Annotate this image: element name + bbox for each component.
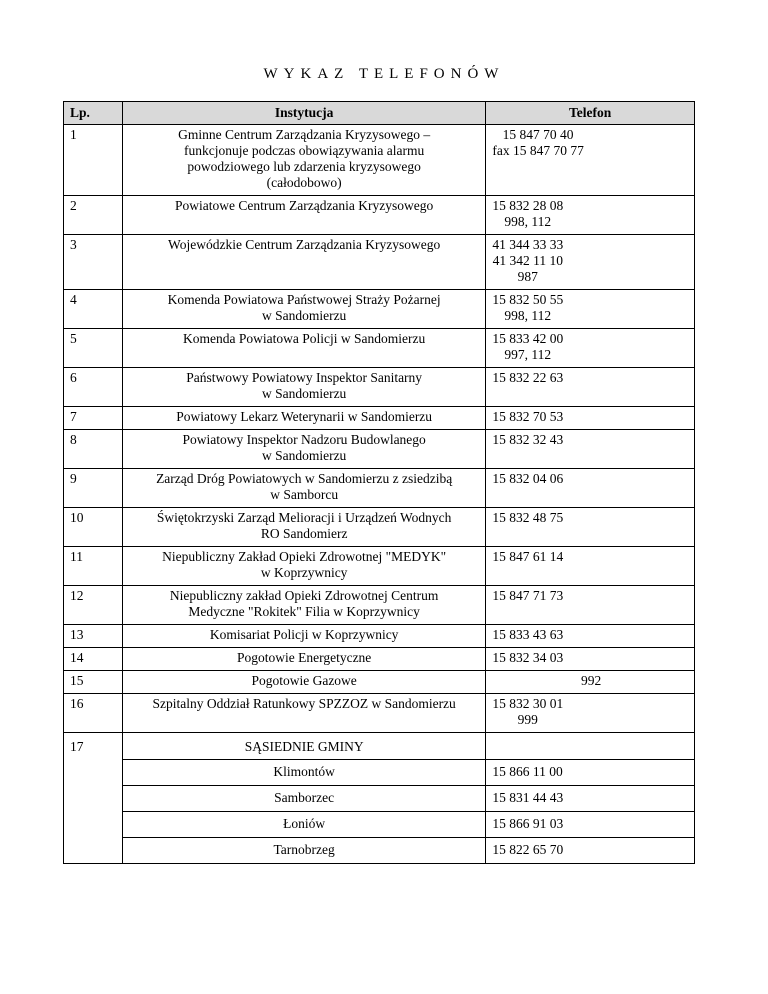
phone-number: 15 833 43 63 [492, 627, 564, 642]
institution-line: RO Sandomierz [260, 526, 348, 541]
institution-cell [122, 469, 485, 508]
institution-cell [122, 290, 485, 329]
row-number: 15 [64, 671, 123, 694]
phone-cell [486, 290, 695, 329]
institution-line: Komenda Powiatowa Policji w Sandomierzu [183, 331, 426, 346]
phone-cell [486, 430, 695, 469]
neighbor-phone: 15 866 91 03 [486, 812, 695, 838]
row-number: 12 [64, 586, 123, 625]
neighbor-phone: 15 831 44 43 [486, 786, 695, 812]
header-lp: Lp. [64, 102, 123, 125]
phone-number: 15 832 22 63 [492, 370, 564, 385]
row-number: 1 [64, 125, 123, 196]
institution-line: Powiatowy Lekarz Weterynarii w Sandomierzu [176, 409, 433, 424]
neighbor-name: Klimontów [122, 760, 485, 786]
institution-line: Zarząd Dróg Powiatowych w Sandomierzu z zsiedzibą [156, 471, 453, 486]
phone-cell [486, 508, 695, 547]
neighbor-name: Tarnobrzeg [122, 838, 485, 864]
institution-cell [122, 508, 485, 547]
phone-number: 15 847 70 40 [502, 127, 574, 142]
institution-line: Komisariat Policji w Koprzywnicy [209, 627, 399, 642]
institution-line: w Koprzywnicy [260, 565, 348, 580]
phone-cell [486, 625, 695, 648]
phone-number: 41 344 33 33 [492, 237, 564, 252]
phone-block [492, 127, 584, 159]
institution-cell [122, 196, 485, 235]
row-number: 17 [64, 733, 123, 864]
institution-cell [122, 407, 485, 430]
row-number: 9 [64, 469, 123, 508]
table-row [64, 508, 695, 547]
row-number: 16 [64, 694, 123, 733]
phone-cell [486, 694, 695, 733]
phone-cell [486, 586, 695, 625]
phone-number: fax 15 847 70 77 [492, 143, 584, 158]
table-row [64, 469, 695, 508]
neighbor-phone: 15 822 65 70 [486, 838, 695, 864]
phone-number: 15 847 61 14 [492, 549, 564, 564]
phone-block [492, 292, 563, 324]
table-row [64, 196, 695, 235]
neighbor-name: Samborzec [122, 786, 485, 812]
table-row [64, 290, 695, 329]
institution-cell [122, 648, 485, 671]
neighbors-heading: SĄSIEDNIE GMINY [122, 733, 485, 760]
row-number: 2 [64, 196, 123, 235]
phone-cell [486, 329, 695, 368]
header-phone: Telefon [486, 102, 695, 125]
phone-cell [486, 469, 695, 508]
institution-line: Powiatowe Centrum Zarządzania Kryzysowego [174, 198, 434, 213]
institution-line: Szpitalny Oddział Ratunkowy SPZZOZ w Sandomierzu [152, 696, 456, 711]
institution-line: Pogotowie Energetyczne [236, 650, 372, 665]
institution-cell [122, 368, 485, 407]
row-number: 6 [64, 368, 123, 407]
phone-block [492, 627, 563, 643]
institution-line: Powiatowy Inspektor Nadzoru Budowlanego [182, 432, 426, 447]
table-row [64, 671, 695, 694]
table-row [64, 625, 695, 648]
row-number: 14 [64, 648, 123, 671]
institution-line: Medyczne "Rokitek" Filia w Koprzywnicy [188, 604, 420, 619]
phone-block [492, 237, 563, 285]
phone-block [492, 510, 563, 526]
phone-number: 41 342 11 10 [492, 253, 563, 268]
table-row [64, 329, 695, 368]
phone-block [492, 549, 563, 565]
phone-directory-table [63, 101, 695, 864]
institution-line: Wojewódzkie Centrum Zarządzania Kryzysowego [168, 237, 441, 252]
phone-cell [486, 733, 695, 760]
phone-cell [486, 125, 695, 196]
row-number: 11 [64, 547, 123, 586]
phone-number: 15 832 34 03 [492, 650, 564, 665]
table-row [64, 694, 695, 733]
phone-number: 15 832 04 06 [492, 471, 564, 486]
phone-block [492, 588, 563, 604]
row-number: 8 [64, 430, 123, 469]
phone-block [492, 331, 563, 363]
phone-block [492, 409, 563, 425]
row-number: 3 [64, 235, 123, 290]
phone-number: 15 832 32 43 [492, 432, 564, 447]
neighbor-row [64, 812, 695, 838]
institution-cell [122, 329, 485, 368]
table-row [64, 368, 695, 407]
phone-number: 987 [517, 269, 538, 284]
row-number: 7 [64, 407, 123, 430]
institution-line: Komenda Powiatowa Państwowej Straży Pożarnej [167, 292, 441, 307]
table-row [64, 586, 695, 625]
institution-line: w Samborcu [270, 487, 339, 502]
phone-cell [486, 547, 695, 586]
neighbor-row [64, 760, 695, 786]
phone-block [492, 696, 563, 728]
institution-cell [122, 586, 485, 625]
phone-cell [486, 368, 695, 407]
phone-cell [486, 407, 695, 430]
table-row [64, 430, 695, 469]
neighbor-phone: 15 866 11 00 [486, 760, 695, 786]
phone-number: 15 833 42 00 [492, 331, 564, 346]
phone-block [581, 673, 601, 689]
institution-cell [122, 430, 485, 469]
institution-line: powodziowego lub zdarzenia kryzysowego [187, 159, 421, 174]
institution-line: Niepubliczny Zakład Opieki Zdrowotnej "MEDYK" [162, 549, 447, 564]
institution-line: Świętokrzyski Zarząd Melioracji i Urządzeń Wodnych [156, 510, 452, 525]
institution-cell [122, 547, 485, 586]
phone-number: 15 832 48 75 [492, 510, 564, 525]
header-institution: Instytucja [122, 102, 485, 125]
table-row [64, 125, 695, 196]
institution-cell [122, 125, 485, 196]
neighbor-row [64, 786, 695, 812]
phone-number: 15 832 30 01 [492, 696, 564, 711]
institution-line: w Sandomierzu [261, 308, 347, 323]
row-number: 4 [64, 290, 123, 329]
neighbor-row [64, 838, 695, 864]
phone-cell [486, 648, 695, 671]
institution-cell [122, 235, 485, 290]
institution-line: Pogotowie Gazowe [251, 673, 357, 688]
page-title: WYKAZ TELEFONÓW [263, 66, 505, 82]
phone-block [492, 650, 563, 666]
table-body [64, 125, 695, 864]
institution-line: funkcjonuje podczas obowiązywania alarmu [183, 143, 425, 158]
institution-line: w Sandomierzu [261, 448, 347, 463]
table-row [64, 648, 695, 671]
institution-line: Państwowy Powiatowy Inspektor Sanitarny [186, 370, 423, 385]
row-number: 13 [64, 625, 123, 648]
phone-number: 998, 112 [504, 308, 552, 323]
institution-line: Niepubliczny zakład Opieki Zdrowotnej Centrum [169, 588, 439, 603]
phone-block [492, 370, 563, 386]
phone-number: 15 832 28 08 [492, 198, 564, 213]
phone-cell [486, 671, 695, 694]
neighbors-heading-row [64, 733, 695, 760]
phone-cell [486, 235, 695, 290]
row-number: 10 [64, 508, 123, 547]
phone-number: 15 832 50 55 [492, 292, 564, 307]
institution-line: Gminne Centrum Zarządzania Kryzysowego – [178, 127, 431, 142]
table-row [64, 547, 695, 586]
phone-cell [486, 196, 695, 235]
institution-cell [122, 625, 485, 648]
phone-number: 999 [517, 712, 538, 727]
phone-block [492, 432, 563, 448]
phone-block [492, 198, 563, 230]
phone-number: 15 847 71 73 [492, 588, 564, 603]
institution-cell [122, 694, 485, 733]
phone-number: 998, 112 [504, 214, 552, 229]
phone-block [492, 471, 563, 487]
neighbor-name: Łoniów [122, 812, 485, 838]
institution-line: (całodobowo) [266, 175, 342, 190]
institution-line: w Sandomierzu [261, 386, 347, 401]
institution-cell [122, 671, 485, 694]
phone-number: 992 [581, 673, 602, 688]
table-header-row [64, 102, 695, 125]
phone-number: 15 832 70 53 [492, 409, 564, 424]
row-number: 5 [64, 329, 123, 368]
table-row [64, 407, 695, 430]
phone-number: 997, 112 [504, 347, 552, 362]
table-row [64, 235, 695, 290]
